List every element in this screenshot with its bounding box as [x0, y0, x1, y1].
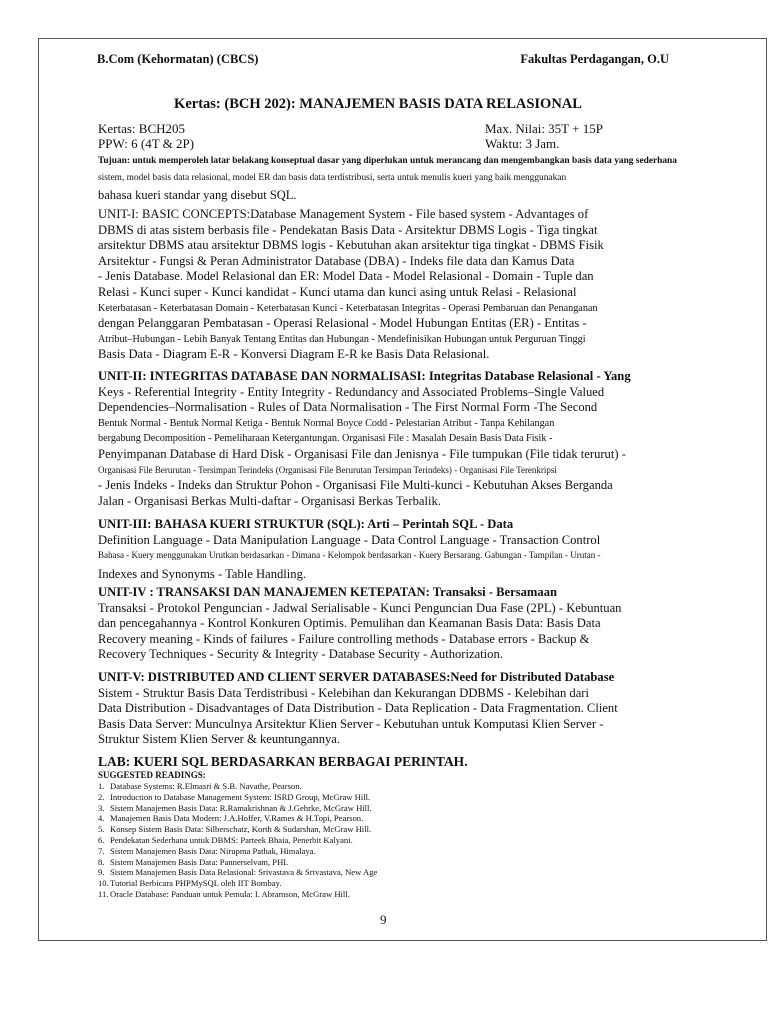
reading-item: [98, 813, 518, 824]
reading-item: [98, 792, 518, 803]
meta-row-2: [98, 136, 560, 152]
reading-text: Pendekatan Sederhana untuk DBMS: Parteek Bhaia, Penerbit Kalyani.: [110, 834, 353, 845]
reading-text: Konsep Sistem Basis Data: Silberschatz, Korth & Sudarshan, McGraw Hill.: [110, 824, 372, 835]
unit-2: [98, 369, 698, 509]
reading-number: 6.: [98, 834, 105, 845]
reading-text: Introduction to Database Management System: ISRD Group, McGraw Hill.: [110, 791, 371, 802]
max-marks: Max. Nilai: 35T + 15P: [485, 121, 603, 136]
unit-1-line: - Jenis Database. Model Relasional dan ER: Model Data - Model Relasional - Domain - Tuple dan: [98, 269, 594, 284]
unit-3-line: Indexes and Synonyms - Table Handling.: [98, 566, 307, 581]
unit-2-heading: UNIT-II: INTEGRITAS DATABASE DAN NORMALISASI: Integritas Database Relasional - Yang: [98, 369, 631, 383]
reading-number: 3.: [98, 802, 105, 813]
header-course: B.Com (Kehormatan) (CBCS): [97, 52, 259, 66]
reading-item: [98, 889, 518, 900]
unit-1: [98, 207, 698, 363]
reading-number: 1.: [98, 781, 105, 791]
unit-1-line: Basis Data - Diagram E-R - Konversi Diagram E-R ke Basis Data Relasional.: [98, 347, 490, 362]
reading-item: [98, 835, 518, 846]
objective-line-3: bahasa kueri standar yang disebut SQL.: [98, 188, 297, 202]
reading-number: 11.: [98, 888, 109, 899]
objective-line-2: sistem, model basis data relasional, model ER dan basis data terdistribusi, serta untuk menulis kueri yang baik menggunakan: [98, 173, 567, 183]
reading-number: 8.: [98, 856, 105, 867]
unit-5-line: Data Distribution - Disadvantages of Data Distribution - Data Replication - Data Fragmentation. Client: [98, 701, 618, 716]
paper-code: Kertas: BCH205: [98, 121, 186, 136]
reading-number: 2.: [98, 791, 105, 802]
reading-text: Sistem Manajemen Basis Data: R.Ramakrishnan & J.Gehrke, McGraw Hill.: [110, 802, 372, 813]
reading-text: Tutorial Berbicara PHPMySQL oleh IIT Bombay.: [110, 878, 282, 889]
lab-heading: LAB: KUERI SQL BERDASARKAN BERBAGAI PERINTAH.: [98, 754, 468, 769]
exam-time: Waktu: 3 Jam.: [485, 136, 560, 151]
unit-1-line: arsitektur DBMS atau arsitektur DBMS logis - Kebutuhan akan arsitektur tiga tingkat - DBMS Fisik: [98, 238, 604, 253]
unit-1-line: dengan Pelanggaran Pembatasan - Operasi Relasional - Model Hubungan Entitas (ER) - Entitas -: [98, 316, 587, 331]
reading-text: Manajemen Basis Data Modern: J.A.Hoffer, V.Rames & H.Topi, Pearson.: [110, 813, 364, 824]
unit-2-line: Penyimpanan Database di Hard Disk - Organisasi File dan Jenisnya - File tumpukan (File tidak terurut) -: [98, 446, 626, 461]
unit-1-line: Relasi - Kunci super - Kunci kandidat - Kunci utama dan kunci asing untuk Relasi - Relasional: [98, 284, 577, 299]
reading-number: 10.: [98, 878, 109, 889]
reading-item: [98, 857, 518, 868]
reading-text: Sistem Manajemen Basis Data Relasional: Srivastava & Srivastava, New Age: [110, 867, 378, 878]
unit-4-heading: UNIT-IV : TRANSAKSI DAN MANAJEMEN KETEPATAN: Transaksi - Bersamaan: [98, 585, 558, 599]
header-faculty: Fakultas Perdagangan, O.U: [520, 52, 669, 66]
objective: [98, 153, 748, 204]
objective-label: Tujuan:: [98, 156, 130, 166]
reading-number: 5.: [98, 824, 105, 835]
unit-1-line: Arsitektur - Fungsi & Peran Administrator Database (DBA) - Indeks file data dan Kamus Data: [98, 253, 575, 268]
unit-3-line: Bahasa - Kuery menggunakan Urutkan berdasarkan - Dimana - Kelompok berdasarkan - Kuery Bersarang. Gabungan - Tampilan - Urutan -: [98, 550, 601, 561]
objective-line-1: untuk memperoleh latar belakang konseptual dasar yang diperlukan untuk merancang dan mengembangkan basis data yang sederhana: [132, 156, 677, 166]
reading-number: 9.: [98, 867, 105, 878]
reading-item: [98, 846, 518, 857]
unit-4-line: dan pencegahannya - Kontrol Konkuren Optimis. Pemulihan dan Keamanan Basis Data: Basis Data: [98, 616, 601, 631]
unit-5-line: Sistem - Struktur Basis Data Terdistribusi - Kelebihan dan Kekurangan DDBMS - Kelebihan dari: [98, 685, 589, 700]
unit-2-line: bergabung Decomposition - Pemeliharaan Ketergantungan. Organisasi File : Masalah Desain Basis Data Fisik -: [98, 433, 553, 445]
paper-title: Kertas: (BCH 202): MANAJEMEN BASIS DATA RELASIONAL: [174, 96, 582, 112]
unit-1-heading: UNIT-I: BASIC CONCEPTS:: [98, 207, 251, 221]
unit-4-line: Transaksi - Protokol Penguncian - Jadwal Serialisable - Kunci Penguncian Dua Fase (2PL) - Kebuntuan: [98, 600, 622, 615]
unit-2-line: Keys - Referential Integrity - Entity Integrity - Redundancy and Associated Problems–Single Valued: [98, 384, 605, 399]
reading-item: [98, 824, 518, 835]
reading-item: [98, 878, 518, 889]
unit-3-line: Definition Language - Data Manipulation Language - Data Control Language - Transaction Control: [98, 532, 601, 547]
unit-4: [98, 585, 698, 663]
unit-1-line: Keterbatasan - Keterbatasan Domain - Keterbatasan Kunci - Keterbatasan Integritas - Operasi Pembaruan dan Penanganan: [98, 302, 598, 314]
unit-5-line: Struktur Sistem Klien Server & keuntungannya.: [98, 732, 341, 747]
reading-text: Oracle Database: Panduan untuk Pemula: I. Abramson, McGraw Hill.: [110, 888, 350, 899]
unit-3: [98, 517, 698, 582]
page-number: 9: [380, 912, 387, 927]
reading-number: 4.: [98, 813, 105, 824]
unit-1-line: Database Management System - File based system - Advantages of: [250, 207, 589, 221]
unit-5: [98, 670, 698, 748]
unit-3-heading: UNIT-III: BAHASA KUERI STRUKTUR (SQL): Arti – Perintah SQL - Data: [98, 517, 514, 531]
unit-4-line: Recovery Techniques - Security & Integrity - Database Security - Authorization.: [98, 647, 503, 662]
meta-row-1: [98, 121, 603, 137]
unit-1-line: DBMS di atas sistem berbasis file - Pendekatan Basis Data - Arsitektur DBMS Logis - Tiga tingkat: [98, 222, 598, 237]
unit-2-line: Dependencies–Normalisation - Rules of Data Normalisation - The First Normal Form -The Second: [98, 400, 598, 415]
unit-2-line: - Jenis Indeks - Indeks dan Struktur Pohon - Organisasi File Multi-kunci - Kebutuhan Akses Berganda: [98, 478, 613, 493]
unit-1-line: Atribut–Hubungan - Lebih Banyak Tentang Entitas dan Hubungan - Mendefinisikan Hubungan untuk Perguruan Tinggi: [98, 333, 586, 345]
reading-item: [98, 803, 518, 814]
unit-2-line: Organisasi File Berurutan - Tersimpan Terindeks (Organisasi File Berurutan Tersimpan Terindeks) - Organisasi File Terenkripsi: [98, 464, 557, 475]
reading-item: [98, 781, 518, 792]
readings-list: [98, 781, 518, 900]
reading-text: Sistem Manajemen Basis Data: Nirupma Pathak, Himalaya.: [110, 845, 316, 856]
periods-per-week: PPW: 6 (4T & 2P): [98, 136, 195, 151]
reading-item: [98, 867, 518, 878]
reading-number: 7.: [98, 845, 105, 856]
unit-5-heading: UNIT-V: DISTRIBUTED AND CLIENT SERVER DATABASES:Need for Distributed Database: [98, 670, 615, 684]
suggested-readings-heading: SUGGESTED READINGS:: [98, 770, 206, 780]
unit-5-line: Basis Data Server: Munculnya Arsitektur Klien Server - Kebutuhan untuk Komputasi Klien Server -: [98, 716, 604, 731]
unit-2-line: Bentuk Normal - Bentuk Normal Ketiga - Bentuk Normal Boyce Codd - Pelestarian Atribut - Tanpa Kehilangan: [98, 417, 555, 429]
reading-text: Sistem Manajemen Basis Data: Pannerselvam, PHI.: [110, 856, 289, 867]
unit-4-line: Recovery meaning - Kinds of failures - Failure controlling methods - Database errors - Backup &: [98, 631, 590, 646]
unit-2-line: Jalan - Organisasi Berkas Multi-daftar - Organisasi Berkas Terbalik.: [98, 493, 441, 508]
reading-text: Database Systems: R.Elmasri & S.B. Navathe, Pearson.: [110, 781, 302, 791]
